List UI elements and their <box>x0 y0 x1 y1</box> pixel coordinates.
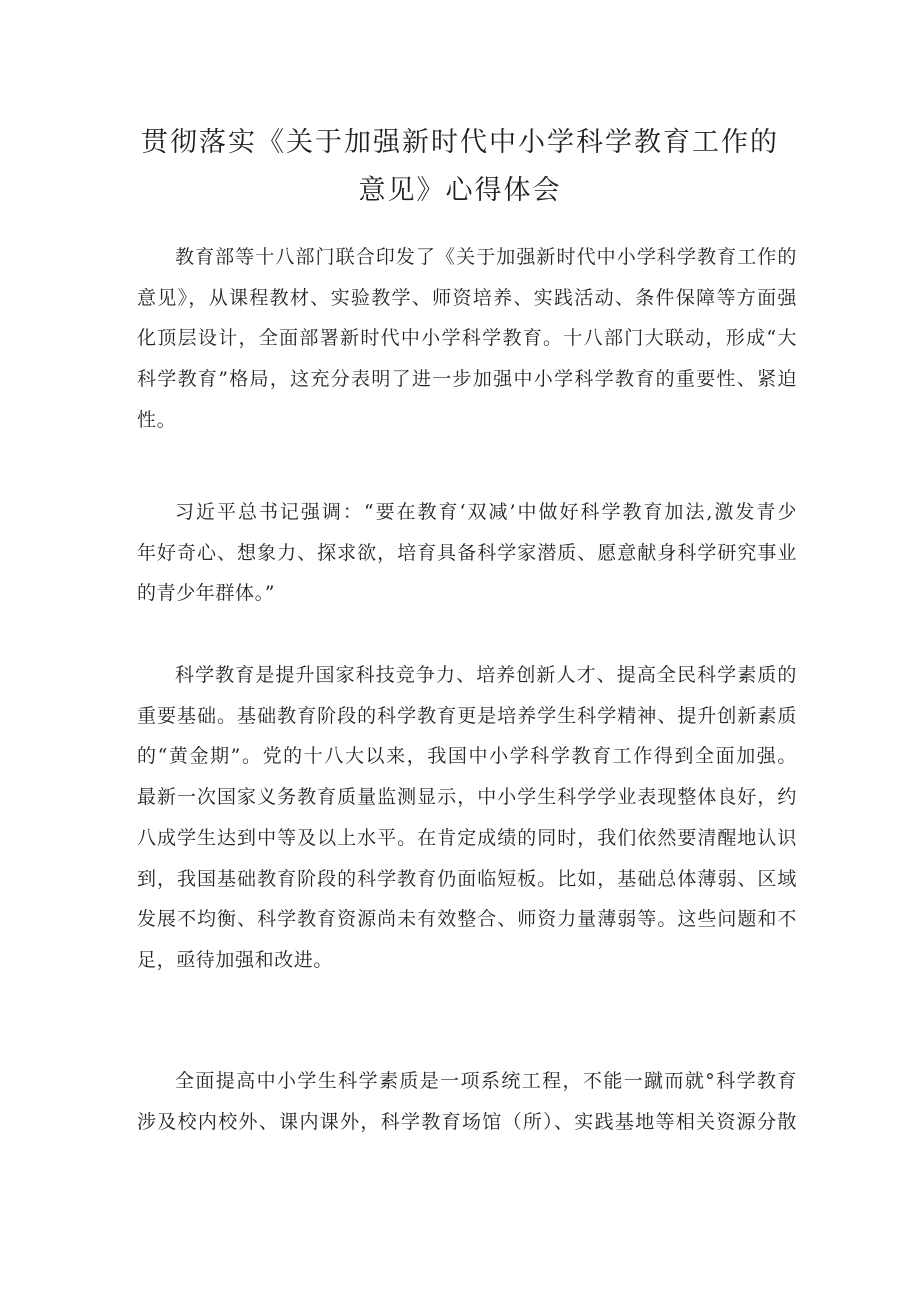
paragraph-line: 意见》，从课程教材、实验教学、师资培养、实践活动、条件保障等方面强 <box>137 286 797 309</box>
paragraph-line: 性。 <box>137 408 177 431</box>
paragraph-line: 科学教育是提升国家科技竞争力、培养创新人才、提高全民科学素质的 <box>175 664 797 686</box>
title-line-2: 意见》心得体会 <box>358 175 562 206</box>
paragraph-line: 发展不均衡、科学教育资源尚未有效整合、师资力量薄弱等。这些问题和不 <box>137 908 797 931</box>
paragraph-line: 重要基础。基础教育阶段的科学教育更是培养学生科学精神、提升创新素质 <box>137 704 797 727</box>
paragraph-line: 到，我国基础教育阶段的科学教育仍面临短板。比如，基础总体薄弱、区域 <box>137 867 797 890</box>
paragraph-4 <box>137 1061 797 1142</box>
paragraph-line: 习近平总书记强调：“要在教育‘双减’中做好科学教育加法,激发青少 <box>175 501 797 523</box>
paragraph-3 <box>137 655 797 981</box>
paragraph-line: 的青少年群体。” <box>137 582 276 605</box>
document-title-continued <box>120 167 800 215</box>
paragraph-line: 教育部等十八部门联合印发了《关于加强新时代中小学科学教育工作的 <box>175 246 797 268</box>
paragraph-line: 涉及校内校外、课内课外，科学教育场馆（所）、实践基地等相关资源分散 <box>137 1110 797 1133</box>
paragraph-line: 科学教育”格局，这充分表明了进一步加强中小学科学教育的重要性、紧迫 <box>137 368 797 391</box>
document-title <box>120 119 800 167</box>
paragraph-line: 的“黄金期”。党的十八大以来，我国中小学科学教育工作得到全面加强。 <box>137 745 797 768</box>
paragraph-2 <box>137 492 797 614</box>
paragraph-line: 年好奇心、想象力、探求欲，培育具备科学家潜质、愿意献身科学研究事业 <box>137 541 797 564</box>
title-line-1: 贯彻落实《关于加强新时代中小学科学教育工作的 <box>141 127 779 158</box>
paragraph-line: 化顶层设计，全面部署新时代中小学科学教育。十八部门大联动，形成“大 <box>137 327 797 350</box>
paragraph-line: 足，亟待加强和改进。 <box>137 948 334 971</box>
paragraph-line: 最新一次国家义务教育质量监测显示，中小学生科学学业表现整体良好，约 <box>137 786 797 809</box>
paragraph-line: 八成学生达到中等及以上水平。在肯定成绩的同时，我们依然要清醒地认识 <box>137 826 797 849</box>
paragraph-line: 全面提高中小学生科学素质是一项系统工程，不能一蹴而就°科学教育 <box>175 1070 797 1092</box>
paragraph-1 <box>137 237 797 441</box>
